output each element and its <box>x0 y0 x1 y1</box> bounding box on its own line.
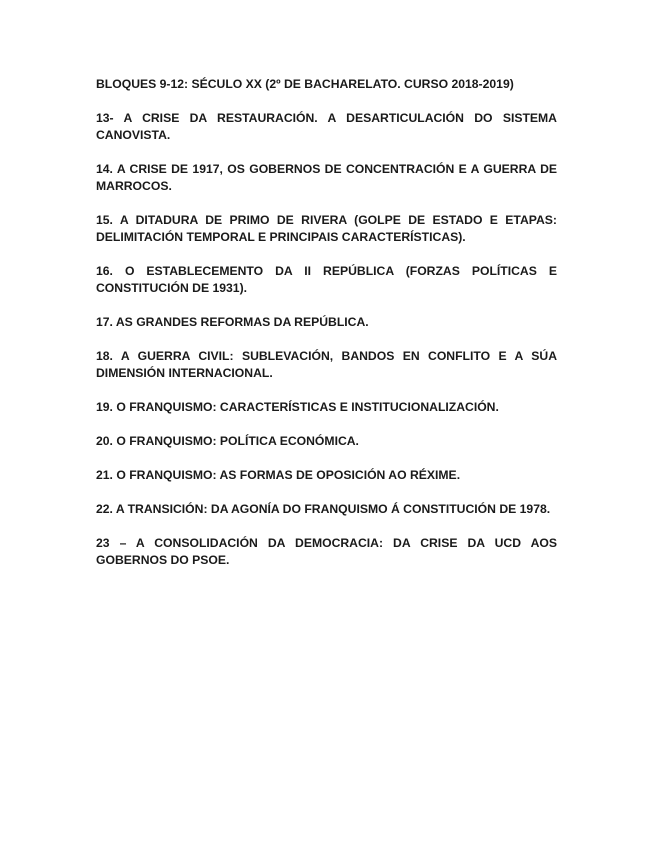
topic-22: 22. A TRANSICIÓN: DA AGONÍA DO FRANQUISMO Á CONSTITUCIÓN DE 1978. <box>96 502 551 516</box>
document-heading: BLOQUES 9-12: SÉCULO XX (2º DE BACHARELATO. CURSO 2018-2019) <box>96 77 514 91</box>
document-body <box>96 76 557 586</box>
topic-13: 13- A CRISE DA RESTAURACIÓN. A DESARTICULACIÓN DO SISTEMA CANOVISTA. <box>96 111 557 142</box>
topic-21: 21. O FRANQUISMO: AS FORMAS DE OPOSICIÓN AO RÉXIME. <box>96 468 461 482</box>
topic-14: 14. A CRISE DE 1917, OS GOBERNOS DE CONCENTRACIÓN E A GUERRA DE MARROCOS. <box>96 162 557 193</box>
topic-17: 17. AS GRANDES REFORMAS DA REPÚBLICA. <box>96 315 369 329</box>
topic-23: 23 – A CONSOLIDACIÓN DA DEMOCRACIA: DA CRISE DA UCD AOS GOBERNOS DO PSOE. <box>96 536 557 567</box>
topic-15: 15. A DITADURA DE PRIMO DE RIVERA (GOLPE DE ESTADO E ETAPAS: DELIMITACIÓN TEMPORAL E PRINCIPAIS CARACTERÍSTICAS). <box>96 213 557 244</box>
topic-18: 18. A GUERRA CIVIL: SUBLEVACIÓN, BANDOS EN CONFLITO E A SÚA DIMENSIÓN INTERNACIONAL. <box>96 349 557 380</box>
topic-16: 16. O ESTABLECEMENTO DA II REPÚBLICA (FORZAS POLÍTICAS E CONSTITUCIÓN DE 1931). <box>96 264 557 295</box>
topic-19: 19. O FRANQUISMO: CARACTERÍSTICAS E INSTITUCIONALIZACIÓN. <box>96 400 499 414</box>
topic-20: 20. O FRANQUISMO: POLÍTICA ECONÓMICA. <box>96 434 359 448</box>
